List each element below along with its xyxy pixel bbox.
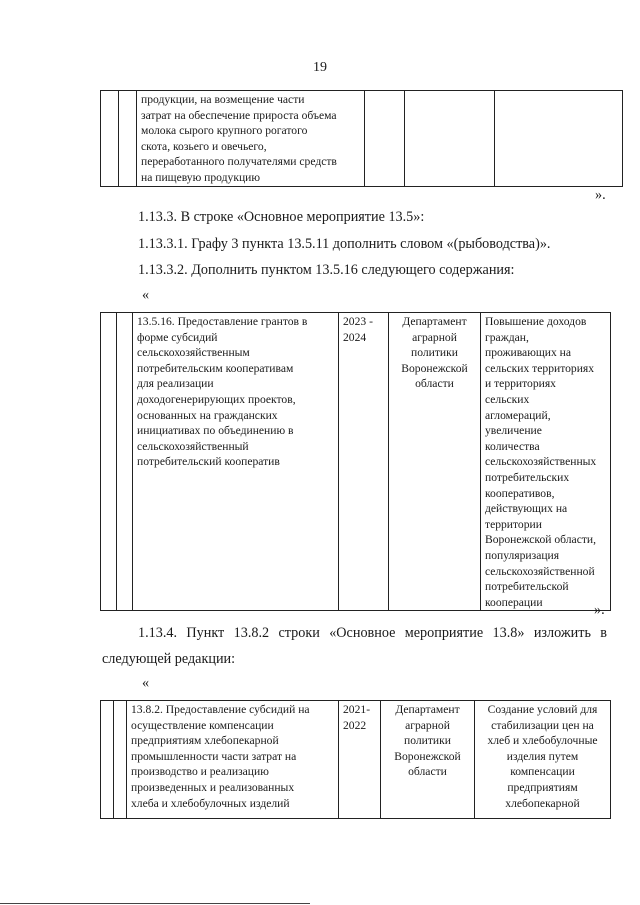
text-line: хлеба и хлебобулочных изделий (131, 796, 290, 810)
text-line: Департамент (395, 703, 460, 716)
text-line: сельскохозяйственным (137, 346, 250, 360)
paragraph-1-13-3-2: 1.13.3.2. Дополнить пунктом 13.5.16 следующего содержания: (138, 262, 515, 278)
text-line: 2023 - (343, 315, 373, 328)
text-line: политики (404, 734, 451, 748)
text-line: сельских (485, 392, 530, 406)
text-line: 13.8.2. Предоставление субсидий на (131, 703, 310, 716)
cell-executor (389, 313, 481, 611)
cell-col1 (101, 313, 117, 611)
text-line: потребительской (485, 580, 569, 594)
text-line: Создание условий для (487, 703, 598, 716)
table-row-13-8-2 (100, 700, 611, 819)
text-line: действующих на (485, 502, 568, 516)
cell-col2 (114, 701, 127, 819)
text-line: кооперативов, (485, 486, 555, 500)
text-line: потребительских (485, 470, 570, 484)
text-line: Воронежской (394, 749, 461, 763)
text-line: области (408, 765, 447, 779)
text-line: переработанного получателями средств (141, 155, 337, 169)
text-line: затрат на обеспечение прироста объема (141, 108, 337, 122)
text-line: предприятиям (507, 780, 578, 794)
text-line: промышленности части затрат на (131, 749, 297, 763)
text-line: основанных на гражданских (137, 408, 278, 422)
text-line: доходогенерирующих проектов, (137, 392, 296, 406)
text-line: продукции, на возмещение части (141, 93, 305, 106)
text-line: Повышение доходов (485, 315, 587, 328)
text-line: потребительским кооперативам (137, 361, 294, 375)
text-line: произведенных и реализованных (131, 780, 295, 794)
footer-rule (0, 903, 310, 904)
text-line: агломераций, (485, 408, 551, 422)
table-row-continuation (100, 90, 623, 187)
text-line: 2024 (343, 330, 367, 344)
text-line: скота, козьего и овечьего, (141, 139, 267, 153)
text-line: аграрной (405, 718, 450, 732)
text-line: потребительский кооператив (137, 455, 280, 469)
text-line: молока сырого крупного рогатого (141, 124, 308, 138)
cell-col1 (101, 91, 119, 187)
result-text (481, 313, 610, 610)
cell-years (339, 313, 389, 611)
cell-years (339, 701, 381, 819)
text-line: политики (411, 346, 458, 360)
cell-result (481, 313, 611, 611)
closing-quote: ». (594, 602, 605, 618)
years-text (339, 313, 388, 345)
cell-measure (133, 313, 339, 611)
table-row-13-5-16 (100, 312, 611, 611)
text-line: инициативах по объединению в (137, 424, 294, 438)
page-number: 19 (313, 60, 327, 75)
executor-text (389, 313, 480, 392)
cell-measure (137, 91, 365, 187)
executor-text (381, 701, 474, 780)
cell-executor (381, 701, 475, 819)
text-line: 13.5.16. Предоставление грантов в (137, 315, 308, 328)
paragraph-1-13-4: 1.13.4. Пункт 13.8.2 строки «Основное мероприятие 13.8» изложить в (138, 625, 607, 641)
cell-result (475, 701, 611, 819)
result-text (475, 701, 610, 811)
opening-quote: « (142, 287, 150, 303)
text-line: изделия путем (506, 749, 579, 763)
cell-col2 (117, 313, 133, 611)
cell-result (495, 91, 623, 187)
opening-quote: « (142, 675, 150, 691)
paragraph-1-13-3: 1.13.3. В строке «Основное мероприятие 13.5»: (138, 209, 425, 225)
cell-col2 (119, 91, 137, 187)
text-line: увеличение (485, 424, 542, 438)
text-line: компенсации (510, 765, 575, 779)
text-line: области (415, 377, 454, 391)
measure-text (127, 701, 338, 811)
text-line: сельскохозяйственных (485, 455, 597, 469)
text-line: популяризация (485, 548, 560, 562)
text-line: Воронежской области, (485, 533, 597, 547)
cell-years (365, 91, 405, 187)
paragraph-1-13-4-cont: следующей редакции: (102, 651, 236, 667)
text-line: предприятиям хлебопекарной (131, 734, 279, 748)
text-line: проживающих на (485, 346, 572, 360)
text-line: форме субсидий (137, 330, 218, 344)
text-line: Департамент (402, 315, 467, 328)
text-line: Воронежской (401, 361, 468, 375)
text-line: хлебопекарной (505, 796, 580, 810)
text-line: сельскохозяйственный (137, 439, 249, 453)
text-line: производство и реализацию (131, 765, 269, 779)
cell-measure (127, 701, 339, 819)
paragraph-1-13-3-1: 1.13.3.1. Графу 3 пункта 13.5.11 дополнить словом «(рыбоводства)». (138, 236, 551, 252)
text-line: 2021- (343, 703, 371, 716)
text-line: на пищевую продукцию (141, 170, 261, 184)
measure-text (133, 313, 338, 470)
years-text (339, 701, 380, 733)
text-line: количества (485, 439, 540, 453)
cell-col1 (101, 701, 114, 819)
text-line: граждан, (485, 330, 529, 344)
text-line: осуществление компенсации (131, 718, 274, 732)
text-line: территории (485, 517, 542, 531)
cell-executor (405, 91, 495, 187)
text-line: сельских территориях (485, 361, 595, 375)
text-line: аграрной (412, 330, 457, 344)
text-line: кооперации (485, 595, 543, 609)
text-line: сельскохозяйственной (485, 564, 595, 578)
text-line: хлеб и хлебобулочные (487, 734, 598, 748)
text-line: стабилизации цен на (491, 718, 594, 732)
text-line: для реализации (137, 377, 214, 391)
text-line: 2022 (343, 718, 367, 732)
text-line: и территориях (485, 377, 556, 391)
measure-text (137, 91, 364, 186)
closing-quote: ». (595, 187, 606, 203)
